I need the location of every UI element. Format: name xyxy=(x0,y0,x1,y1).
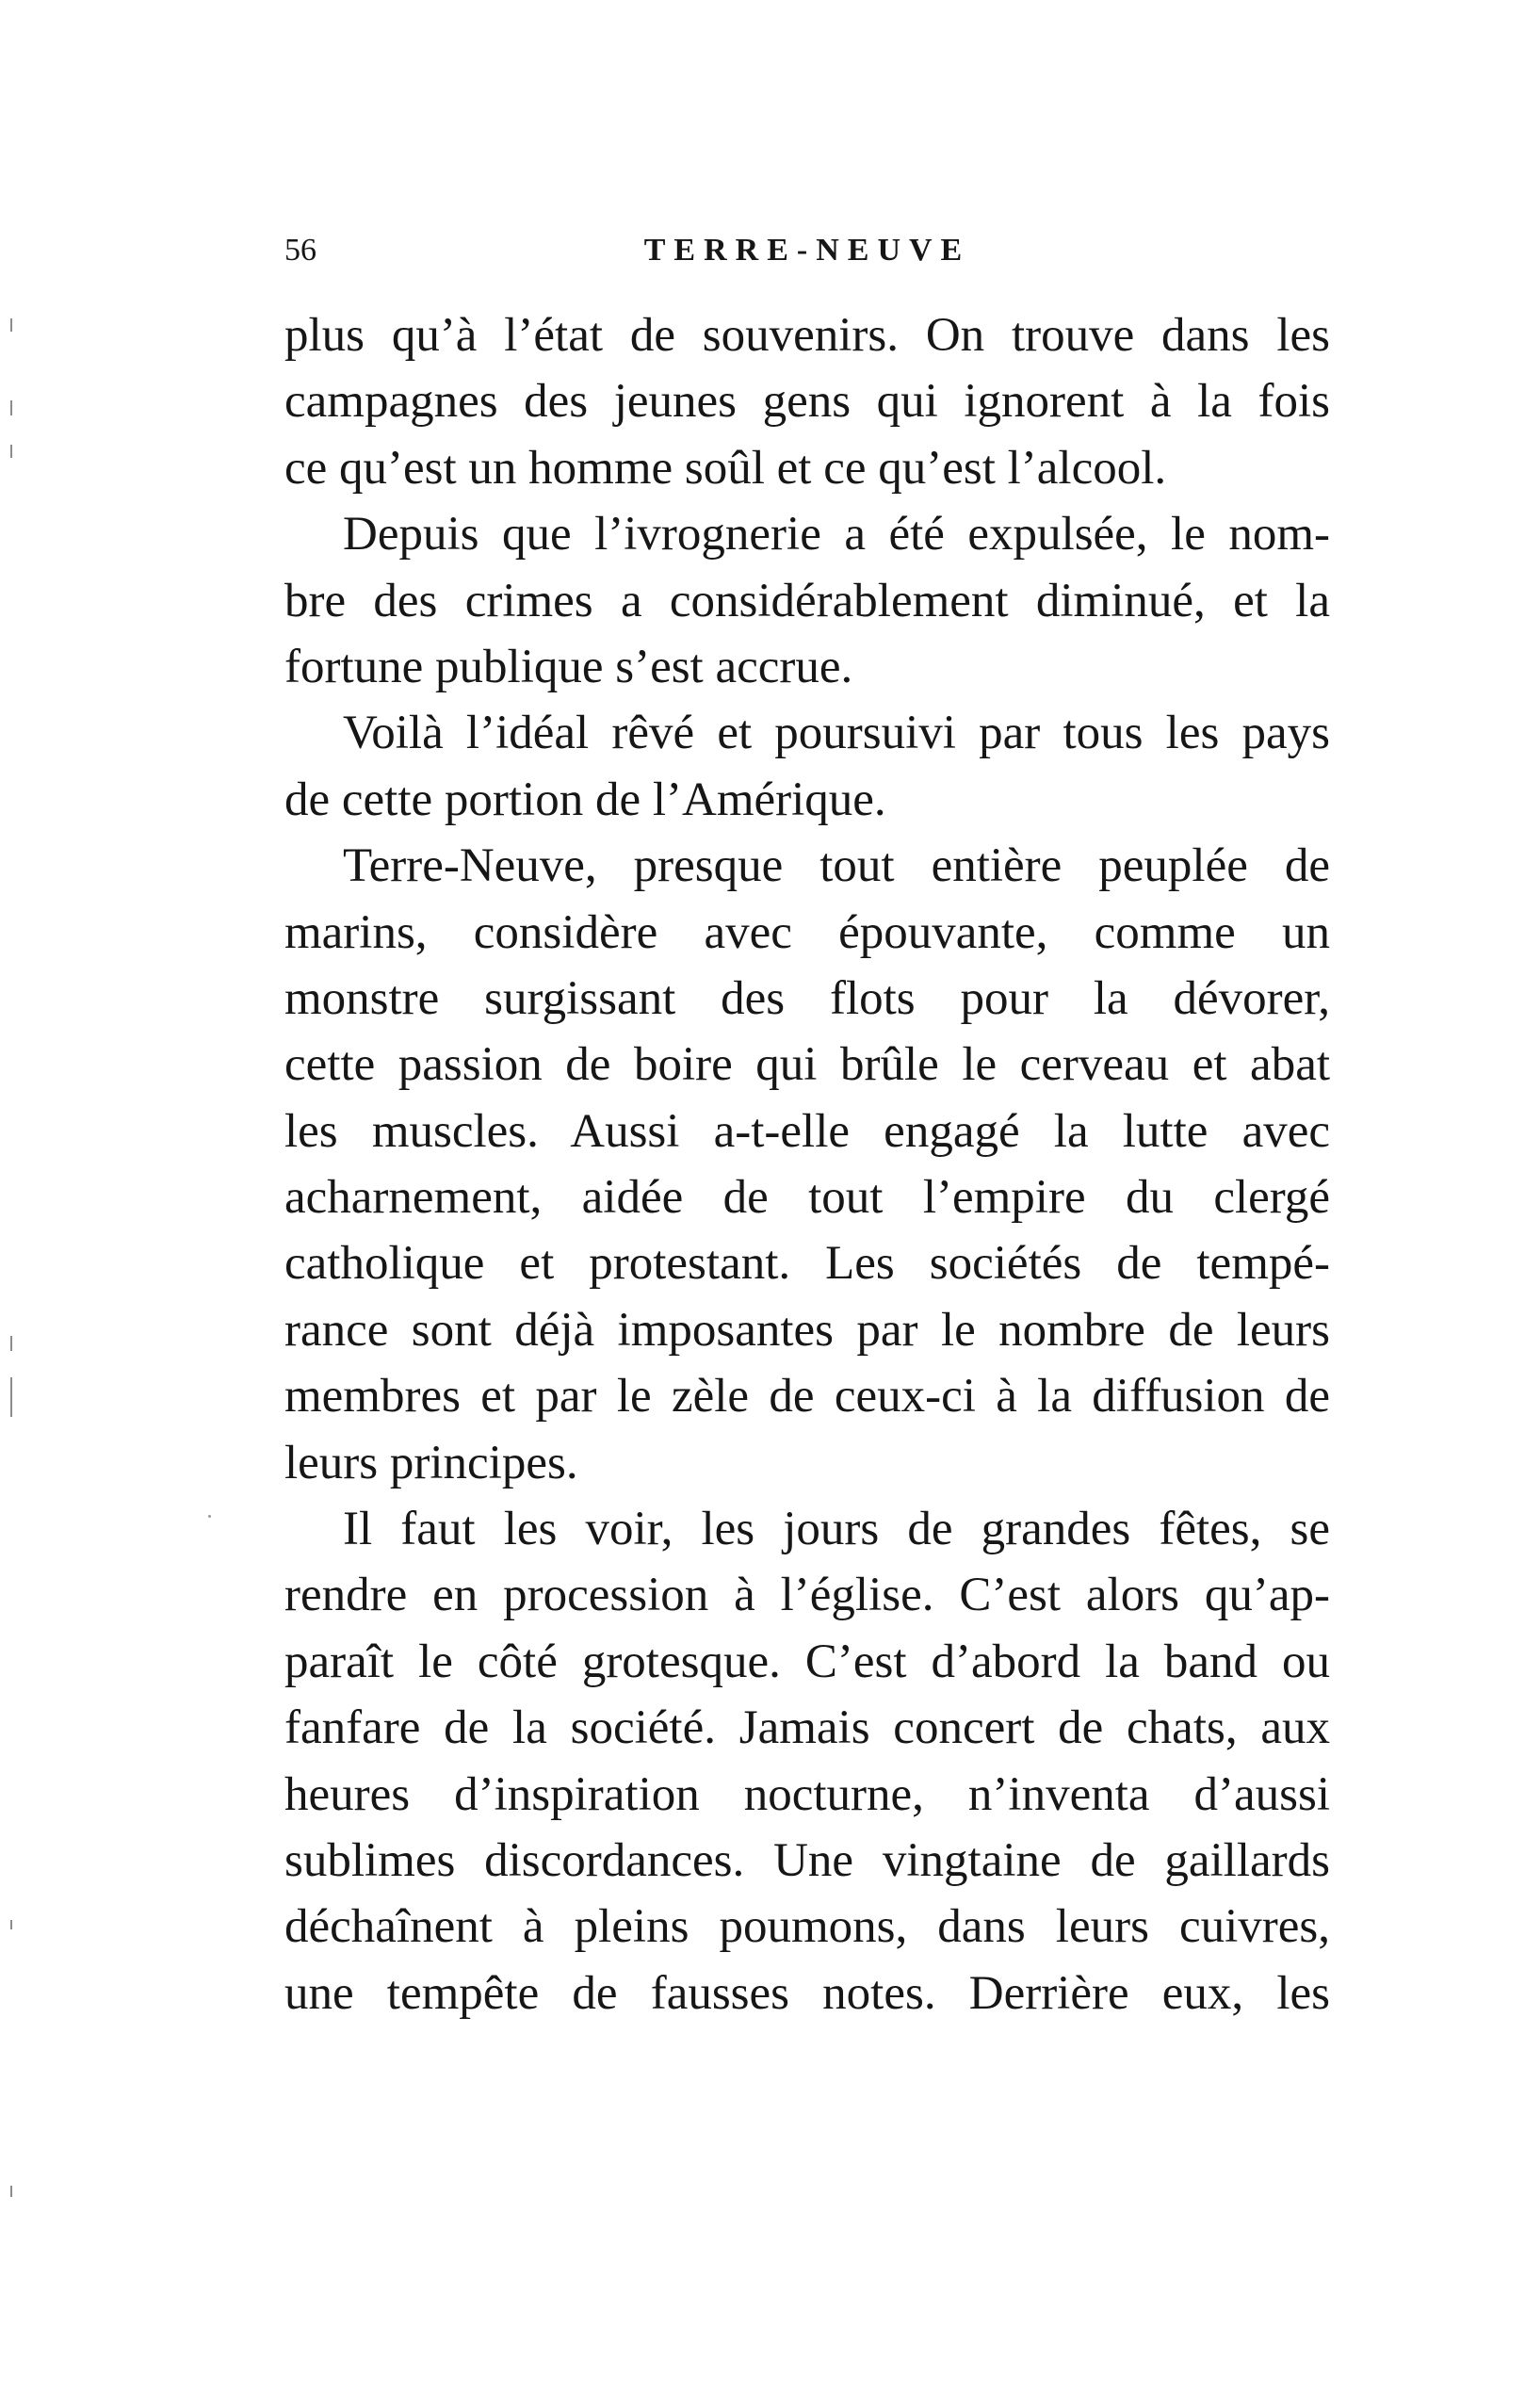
text-line: bre des crimes a considérablement diminué, et la xyxy=(284,574,1330,627)
paragraph xyxy=(284,501,1330,700)
running-title: TERRE-NEUVE xyxy=(643,233,971,268)
page-number: 56 xyxy=(284,233,316,268)
text-line: fanfare de la société. Jamais concert de chats, aux xyxy=(284,1701,1330,1755)
text-line: ce qu’est un homme soûl et ce qu’est l’alcool. xyxy=(284,441,1167,495)
text-line: catholique et protestant. Les sociétés de tempé- xyxy=(284,1237,1330,1291)
scan-mark xyxy=(10,445,12,458)
text-line: de cette portion de l’Amérique. xyxy=(284,773,886,826)
text-line: heures d’inspiration nocturne, n’inventa d’aussi xyxy=(284,1767,1330,1821)
paragraph xyxy=(284,302,1330,501)
text-line: acharnement, aidée de tout l’empire du clergé xyxy=(284,1171,1330,1225)
text-line: rendre en procession à l’église. C’est alors qu’ap- xyxy=(284,1569,1330,1622)
paragraph xyxy=(284,700,1330,833)
text-line: fortune publique s’est accrue. xyxy=(284,640,853,693)
text-line: Depuis que l’ivrognerie a été expulsée, le nom- xyxy=(343,508,1330,561)
text-line: une tempête de fausses notes. Derrière eux, les xyxy=(284,1966,1330,2020)
text-line: rance sont déjà imposantes par le nombre de leurs xyxy=(284,1303,1330,1357)
text-line: membres et par le zèle de ceux-ci à la diffusion de xyxy=(284,1370,1330,1424)
text-line: Terre-Neuve, presque tout entière peuplée de xyxy=(343,839,1330,893)
scan-mark xyxy=(10,1377,12,1417)
text-line: déchaînent à pleins poumons, dans leurs cuivres, xyxy=(284,1900,1330,1954)
scan-speck xyxy=(208,1515,211,1518)
text-line: sublimes discordances. Une vingtaine de gaillards xyxy=(284,1833,1330,1887)
scan-mark xyxy=(10,400,12,415)
scan-mark xyxy=(10,1336,12,1351)
text-line: cette passion de boire qui brûle le cerveau et abat xyxy=(284,1038,1330,1092)
text-line: campagnes des jeunes gens qui ignorent à la fois xyxy=(284,375,1330,429)
text-line: Voilà l’idéal rêvé et poursuivi par tous les pays xyxy=(343,707,1330,760)
scan-mark xyxy=(10,318,12,332)
scan-mark xyxy=(10,2186,12,2197)
paragraph xyxy=(284,1496,1330,2026)
text-line: monstre surgissant des flots pour la dévorer, xyxy=(284,971,1330,1025)
text-line: plus qu’à l’état de souvenirs. On trouve dans les xyxy=(284,309,1330,362)
text-line: paraît le côté grotesque. C’est d’abord la band ou xyxy=(284,1635,1330,1688)
scan-mark xyxy=(10,1920,12,1929)
text-line: Il faut les voir, les jours de grandes fêtes, se xyxy=(343,1503,1330,1556)
text-line: marins, considère avec épouvante, comme un xyxy=(284,905,1330,959)
paragraph xyxy=(284,833,1330,1496)
text-line: les muscles. Aussi a-t-elle engagé la lutte avec xyxy=(284,1104,1330,1158)
text-line: leurs principes. xyxy=(284,1436,578,1489)
running-head xyxy=(284,222,1330,279)
body-text xyxy=(284,302,1330,2026)
